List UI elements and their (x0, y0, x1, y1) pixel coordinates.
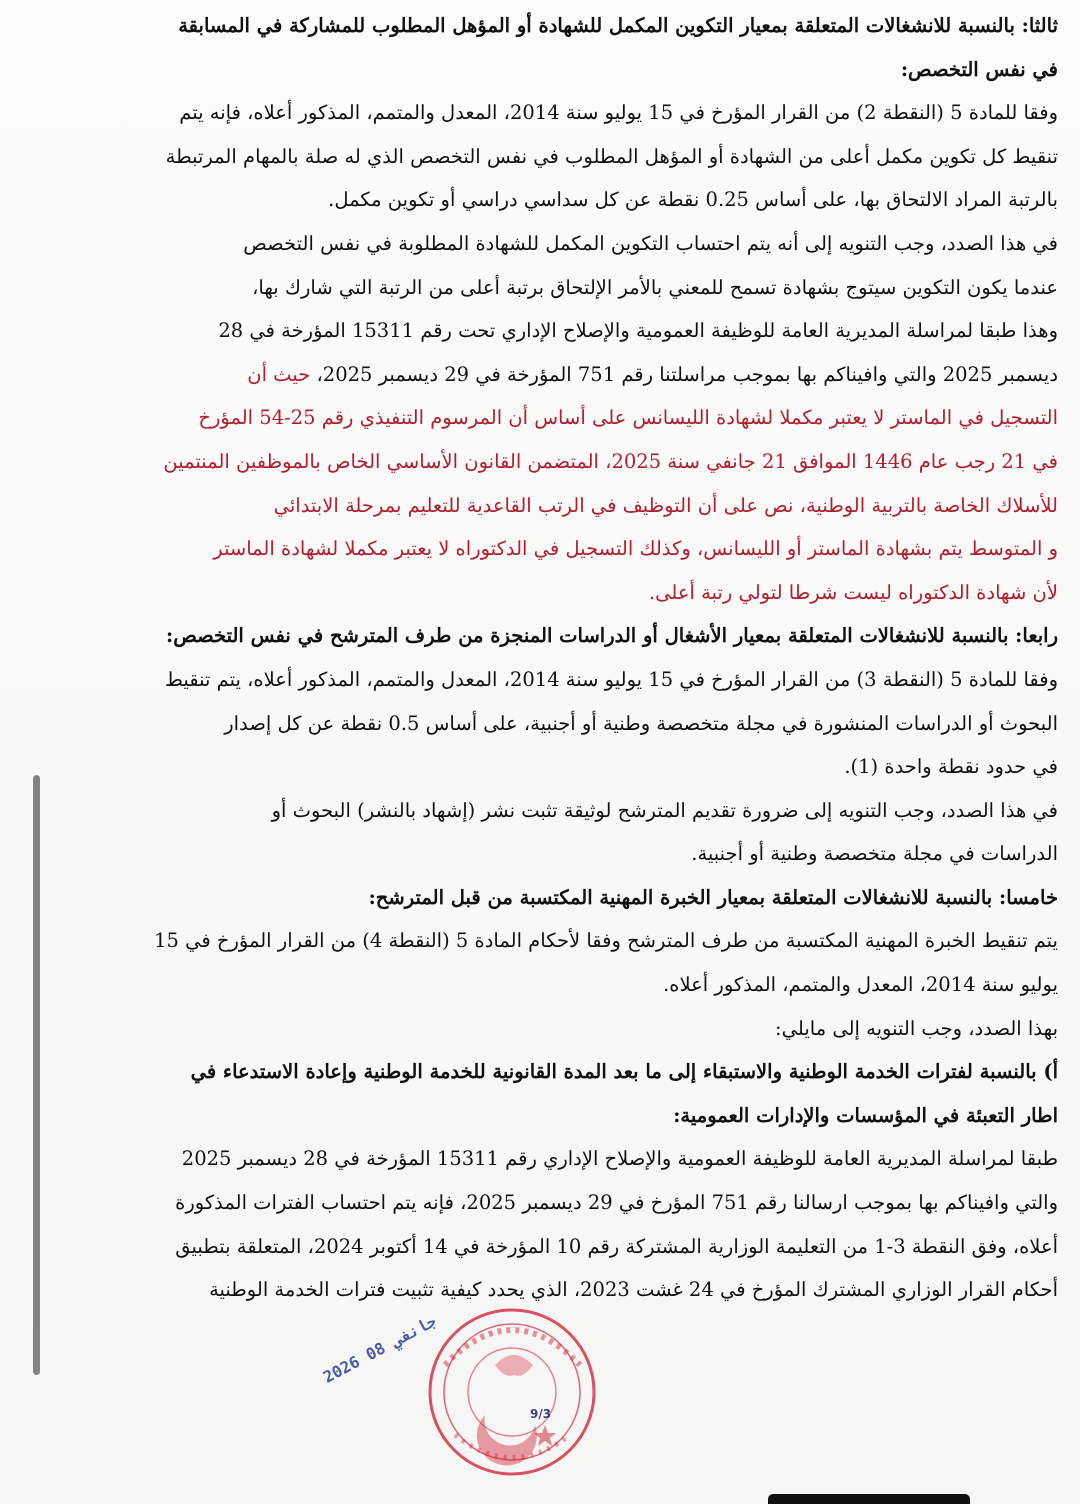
text-line: والتي وافيناكم بها بموجب ارسالنا رقم 751 المؤرخ في 29 ديسمبر 2025، فإنه يتم احتساب الفترات المذكورة (175, 1191, 1058, 1215)
text-line: أعلاه، وفق النقطة 3-1 من التعليمة الوزارية المشتركة رقم 10 المؤرخة في 14 أكتوبر 2024، المتعلقة بتطبيق (175, 1234, 1058, 1258)
text-line: لأن شهادة الدكتوراه ليست شرطا لتولي رتبة أعلى. (648, 580, 1058, 604)
text-line: في هذا الصدد، وجب التنويه إلى ضرورة تقديم المترشح لوثيقة تثبت نشر (إشهاد بالنشر) البحوث أو (271, 798, 1058, 822)
text-line: في حدود نقطة واحدة (1). (844, 755, 1058, 779)
text-line: تنقيط كل تكوين مكمل أعلى من الشهادة أو المؤهل المطلوب في نفس التخصص الذي له صلة بالمهام المرتبطة (165, 144, 1058, 168)
text-line: اطار التعبئة في المؤسسات والإدارات العمومية: (673, 1103, 1058, 1127)
home-indicator[interactable] (768, 1494, 970, 1504)
official-seal-icon (425, 1305, 600, 1480)
text-line: خامسا: بالنسبة للانشغالات المتعلقة بمعيار الخبرة المهنية المكتسبة من قبل المترشح: (368, 885, 1058, 909)
text-line: ثالثا: بالنسبة للانشغالات المتعلقة بمعيار التكوين المكمل للشهادة أو المؤهل المطلوب للمشاركة في المسابقة (178, 14, 1058, 37)
text-line: وفقا للمادة 5 (النقطة 3) من القرار المؤرخ في 15 يوليو سنة 2014، المعدل والمتمم، المذكور أعلاه، يتم تنقيط (164, 667, 1058, 691)
text-line: في نفس التخصص: (900, 57, 1058, 81)
text-line: وفقا للمادة 5 (النقطة 2) من القرار المؤرخ في 15 يوليو سنة 2014، المعدل والمتمم، المذكور أعلاه، فإنه يتم (179, 101, 1058, 125)
text-line-red-tail: حيث أن (247, 362, 317, 386)
scrollbar[interactable] (33, 775, 40, 1375)
text-line: في هذا الصدد، وجب التنويه إلى أنه يتم احتساب التكوين المكمل للشهادة المطلوبة في نفس التخصص (243, 231, 1058, 255)
text-line: عندما يكون التكوين سيتوج بشهادة تسمح للمعني بالأمر الإلتحاق برتبة أعلى من الرتبة التي شارك بها، (252, 275, 1058, 299)
text-line: وهذا طبقا لمراسلة المديرية العامة للوظيفة العمومية والإصلاح الإداري تحت رقم 15311 المؤرخة في 28 (218, 319, 1058, 343)
page-number: 9/3 (530, 1407, 552, 1421)
date-stamp: 2026 08 جانفي (320, 1311, 440, 1387)
text-line: للأسلاك الخاصة بالتربية الوطنية، نص على أن التوظيف في الرتب القاعدية للتعليم بمرحلة الابتدائي (273, 493, 1058, 517)
text-line: التسجيل في الماستر لا يعتبر مكملا لشهادة الليسانس على أساس أن المرسوم التنفيذي رقم 25-54 المؤرخ (198, 406, 1058, 430)
text-line: رابعا: بالنسبة للانشغالات المتعلقة بمعيار الأشغال أو الدراسات المنجزة من طرف المترشح في نفس التخصص: (166, 624, 1058, 648)
text-line: و المتوسط يتم بشهادة الماستر أو الليسانس، وكذلك التسجيل في الدكتوراه لا يعتبر مكملا لشهادة الماستر (213, 537, 1058, 561)
text-line: طبقا لمراسلة المديرية العامة للوظيفة العمومية والإصلاح الإداري رقم 15311 المؤرخة في 28 ديسمبر 2025 (181, 1147, 1058, 1171)
text-line: يتم تنقيط الخبرة المهنية المكتسبة من طرف المترشح وفقا لأحكام المادة 5 (النقطة 4) من القرار المؤرخ في 15 (154, 929, 1058, 953)
text-line: الدراسات في مجلة متخصصة وطنية أو أجنبية. (691, 842, 1058, 866)
document-body (34, 4, 1058, 1312)
text-line: يوليو سنة 2014، المعدل والمتمم، المذكور أعلاه. (663, 973, 1058, 997)
text-line: أ) بالنسبة لفترات الخدمة الوطنية والاستبقاء إلى ما بعد المدة القانونية للخدمة الوطنية وإعادة الاستدعاء في (190, 1060, 1058, 1084)
text-line: بالرتبة المراد الالتحاق بها، على أساس 0.25 نقطة عن كل سداسي دراسي أو تكوين مكمل. (328, 188, 1058, 212)
text-line: البحوث أو الدراسات المنشورة في مجلة متخصصة وطنية أو أجنبية، على أساس 0.5 نقطة عن كل إصدار (224, 711, 1058, 735)
text-line-main: ديسمبر 2025 والتي وافيناكم بها بموجب مراسلتنا رقم 751 المؤرخة في 29 ديسمبر 2025، (316, 362, 1058, 386)
text-line: في 21 رجب عام 1446 الموافق 21 جانفي سنة 2025، المتضمن القانون الأساسي الخاص بالموظفين المنتمين (163, 449, 1058, 473)
text-line: أحكام القرار الوزاري المشترك المؤرخ في 24 غشت 2023، الذي يحدد كيفية تثبيت فترات الخدمة الوطنية (209, 1278, 1058, 1302)
text-line: بهذا الصدد، وجب التنويه إلى مايلي: (775, 1016, 1058, 1040)
text-line (34, 353, 1058, 397)
